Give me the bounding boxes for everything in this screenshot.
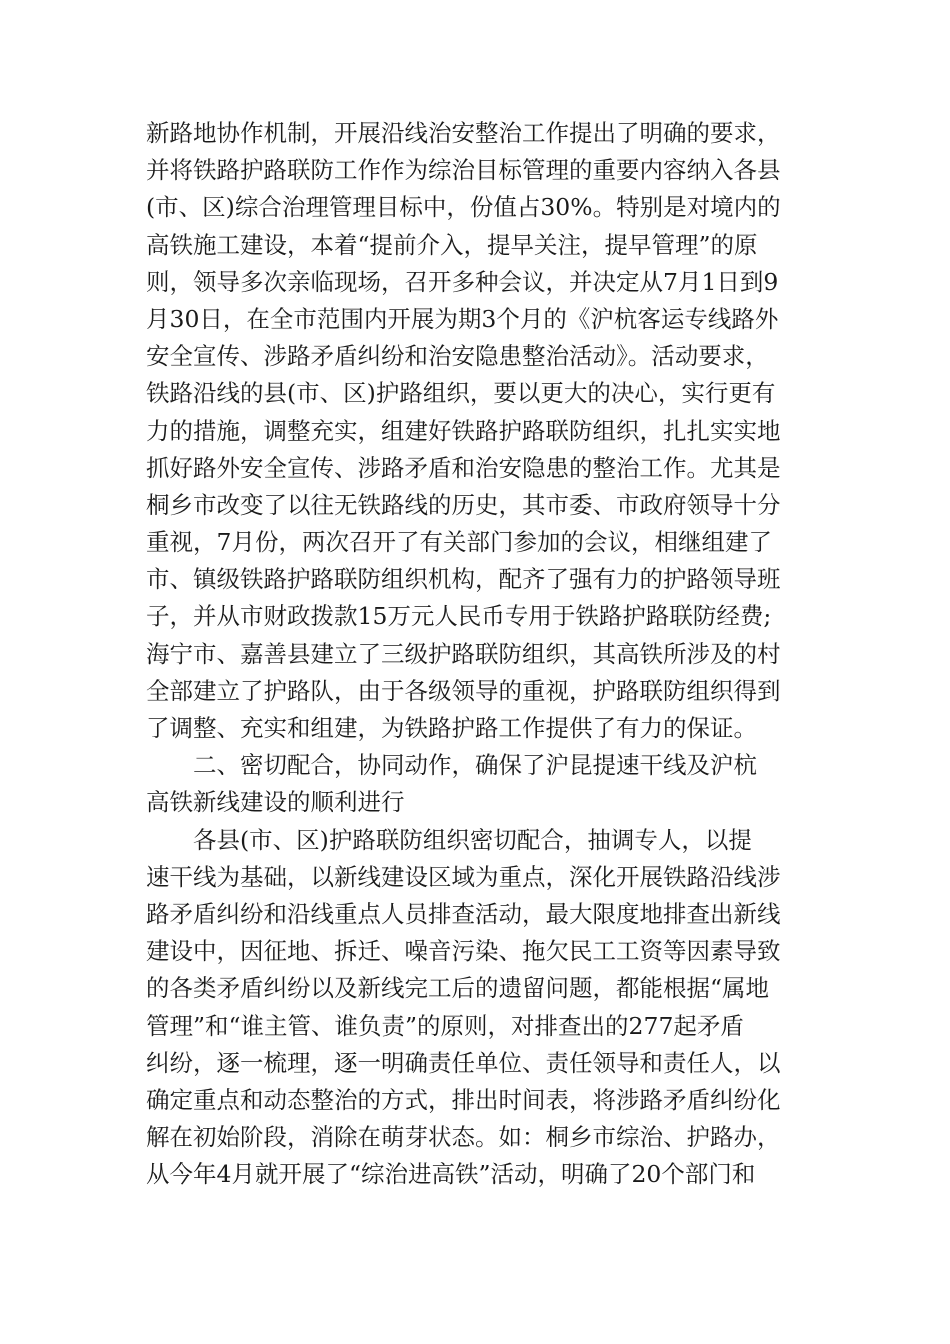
text-line: 抓好路外安全宣传、涉路矛盾和治安隐患的整治工作。尤其是 — [146, 453, 781, 482]
text-line: 则，领导多次亲临现场，召开多种会议，并决定从7月1日到9 — [146, 267, 779, 296]
text-line: 桐乡市改变了以往无铁路线的历史，其市委、市政府领导十分 — [146, 490, 781, 519]
paragraph-first-line: 各县(市、区)护路联防组织密切配合，抽调专人，以提 — [193, 825, 752, 854]
text-line: 从今年4月就开展了“综治进高铁”活动，明确了20个部门和 — [146, 1160, 756, 1189]
text-line: 新路地协作机制，开展沿线治安整治工作提出了明确的要求， — [146, 119, 781, 147]
text-line: 市、镇级铁路护路联防组织机构，配齐了强有力的护路领导班 — [146, 565, 781, 594]
text-line: 解在初始阶段，消除在萌芽状态。如：桐乡市综治、护路办， — [146, 1123, 781, 1152]
text-line: 建设中，因征地、拆迁、噪音污染、拖欠民工工资等因素导致 — [146, 937, 781, 966]
section-heading-continued: 高铁新线建设的顺利进行 — [146, 788, 405, 817]
text-line: 力的措施，调整充实，组建好铁路护路联防组织，扎扎实实地 — [146, 416, 781, 445]
text-line: 的各类矛盾纠纷以及新线完工后的遗留问题，都能根据“属地 — [146, 974, 770, 1003]
text-line: 管理”和“谁主管、谁负责”的原则，对排查出的277起矛盾 — [146, 1011, 744, 1040]
section-heading: 二、密切配合，协同动作，确保了沪昆提速干线及沪杭 — [193, 751, 757, 780]
text-line: 安全宣传、涉路矛盾纠纷和治安隐患整治活动》。活动要求， — [146, 342, 769, 371]
text-line: 月30日，在全市范围内开展为期3个月的《沪杭客运专线路外 — [146, 304, 779, 333]
text-line: 并将铁路护路联防工作作为综治目标管理的重要内容纳入各县 — [146, 156, 781, 185]
text-line: 速干线为基础，以新线建设区域为重点，深化开展铁路沿线涉 — [146, 862, 781, 891]
text-line: 重视，7月份，两次召开了有关部门参加的会议，相继组建了 — [146, 528, 772, 557]
text-line: 路矛盾纠纷和沿线重点人员排查活动，最大限度地排查出新线 — [146, 899, 781, 928]
text-line: 海宁市、嘉善县建立了三级护路联防组织，其高铁所涉及的村 — [146, 639, 781, 668]
text-line: 纠纷，逐一梳理，逐一明确责任单位、责任领导和责任人，以 — [146, 1048, 781, 1077]
text-line: (市、区)综合治理管理目标中，份值占30%。特别是对境内的 — [146, 193, 781, 222]
text-line: 高铁施工建设，本着“提前介入，提早关注，提早管理”的原 — [146, 230, 758, 259]
text-line: 全部建立了护路队，由于各级领导的重视，护路联防组织得到 — [146, 676, 781, 705]
text-line: 铁路沿线的县(市、区)护路组织，要以更大的决心，实行更有 — [146, 379, 776, 408]
text-line: 子，并从市财政拨款15万元人民币专用于铁路护路联防经费; — [146, 602, 772, 631]
body-text — [146, 115, 806, 1193]
text-line: 确定重点和动态整治的方式，排出时间表，将涉路矛盾纠纷化 — [146, 1085, 781, 1114]
text-line: 了调整、充实和组建，为铁路护路工作提供了有力的保证。 — [146, 714, 757, 742]
